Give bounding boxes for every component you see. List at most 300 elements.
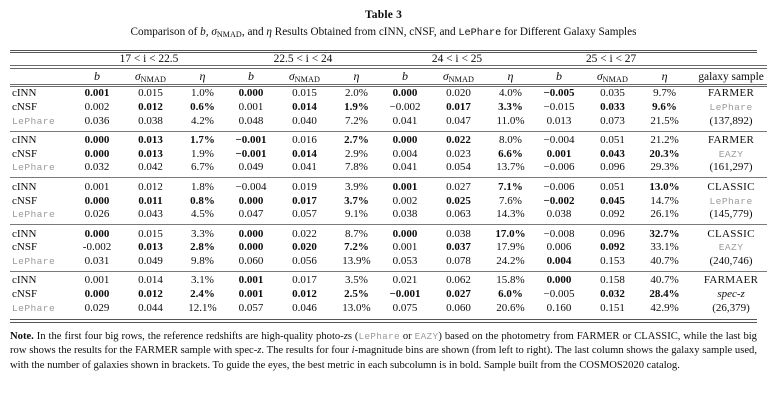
column-header-eta-4: [641, 69, 688, 84]
metric-cell: [380, 255, 430, 269]
metric-value: 26.1%: [650, 208, 679, 221]
metric-cell: [380, 302, 430, 316]
metric-value: 0.054: [446, 161, 471, 174]
metric-cell: [534, 228, 584, 242]
row-label-text: cINN: [12, 227, 37, 240]
metric-cell: [487, 148, 534, 162]
row-label-text: cNSF: [12, 100, 38, 113]
metric-value: 0.045: [600, 194, 625, 207]
metric-cell: [641, 228, 688, 242]
galaxy-sample-cell: [688, 161, 767, 175]
galaxy-sample-cell: [688, 101, 767, 115]
table-row: [10, 208, 767, 222]
header-symbol-sigma: σ: [288, 70, 295, 83]
row-label-cinn: [10, 228, 72, 242]
metric-value: 0.000: [84, 147, 110, 160]
note-s3: or: [399, 330, 415, 342]
metric-cell: [226, 208, 276, 222]
row-label-cinn: [10, 134, 72, 148]
metric-value: 14.7%: [650, 194, 679, 207]
galaxy-sample-text: CLASSIC: [707, 180, 755, 193]
metric-cell: [430, 148, 487, 162]
metric-cell: [276, 134, 333, 148]
metric-value: −0.004: [235, 180, 267, 193]
metric-cell: [122, 228, 179, 242]
metric-value: 0.020: [292, 241, 317, 254]
metric-value: 7.8%: [345, 161, 368, 174]
metric-cell: [72, 101, 122, 115]
group-header-bin-2: [226, 53, 380, 65]
metric-value: 0.013: [138, 134, 163, 147]
metric-value: 0.002: [392, 194, 418, 207]
metric-cell: [534, 302, 584, 316]
metric-cell: [430, 288, 487, 302]
metric-value: 21.5%: [650, 114, 679, 127]
metric-cell: [226, 148, 276, 162]
metric-value: 0.038: [392, 208, 418, 221]
metric-cell: [584, 101, 641, 115]
metric-value: 0.006: [546, 241, 572, 254]
table-row: [10, 241, 767, 255]
metric-cell: [430, 274, 487, 288]
metric-cell: [487, 302, 534, 316]
metric-value: 0.015: [138, 87, 163, 100]
galaxy-sample-cell: [688, 228, 767, 242]
metric-cell: [179, 148, 226, 162]
metric-cell: [276, 115, 333, 129]
metric-value: 33.1%: [650, 241, 679, 254]
metric-value: 0.001: [238, 288, 264, 301]
table-note: [10, 330, 757, 374]
metric-cell: [534, 255, 584, 269]
metric-cell: [487, 241, 534, 255]
metric-value: 0.001: [546, 147, 572, 160]
metric-cell: [122, 208, 179, 222]
table-row: [10, 195, 767, 209]
metric-cell: [380, 134, 430, 148]
metric-cell: [226, 87, 276, 101]
metric-value: −0.005: [543, 87, 575, 100]
metric-cell: [584, 161, 641, 175]
table-row: [10, 115, 767, 129]
column-header-b-1: [72, 69, 122, 84]
table-row: [10, 255, 767, 269]
metric-cell: [380, 161, 430, 175]
note-s1: In the first four big rows, the reference redshifts are high-quality photo-: [33, 330, 344, 342]
metric-value: 0.015: [292, 87, 317, 100]
metric-cell: [584, 181, 641, 195]
metric-cell: [584, 134, 641, 148]
galaxy-sample-cell: [688, 134, 767, 148]
metric-value: −0.001: [235, 147, 267, 160]
metric-cell: [534, 274, 584, 288]
metric-cell: [430, 181, 487, 195]
metric-cell: [380, 195, 430, 209]
metric-cell: [380, 115, 430, 129]
metric-value: 17.9%: [496, 241, 525, 254]
metric-cell: [122, 302, 179, 316]
metric-value: 0.022: [292, 227, 317, 240]
metric-value: 0.001: [84, 87, 110, 100]
metric-value: 0.040: [292, 114, 317, 127]
metric-cell: [179, 101, 226, 115]
header-symbol-sigma: σ: [597, 70, 603, 83]
metric-cell: [487, 101, 534, 115]
metric-value: 0.021: [392, 274, 418, 287]
metric-value: 0.041: [292, 161, 317, 174]
note-s4: ) based on the photometry from FARMER or CLASSIC, while the last big row shows the results for the FARMER sample with spec-: [10, 330, 757, 357]
note-s5: . The results for four: [261, 345, 352, 357]
metric-cell: [487, 274, 534, 288]
metric-cell: [584, 302, 641, 316]
metric-value: 1.9%: [191, 147, 214, 160]
galaxy-sample-cell: [688, 241, 767, 255]
metric-cell: [430, 115, 487, 129]
metric-value: 0.000: [84, 227, 110, 240]
metric-value: 2.8%: [190, 241, 215, 254]
metric-value: 0.038: [446, 227, 471, 240]
metric-cell: [487, 195, 534, 209]
metric-cell: [641, 255, 688, 269]
metric-cell: [226, 288, 276, 302]
column-header-galaxy-sample: galaxy sample: [698, 70, 764, 83]
metric-cell: [333, 208, 380, 222]
column-header-b-4: [534, 69, 584, 84]
metric-value: 40.7%: [650, 254, 679, 267]
metric-cell: [487, 208, 534, 222]
table-row: [10, 87, 767, 101]
metric-cell: [584, 87, 641, 101]
metric-value: 40.7%: [650, 274, 679, 287]
metric-cell: [226, 101, 276, 115]
metric-cell: [226, 181, 276, 195]
metric-value: 7.6%: [499, 194, 522, 207]
metric-value: 32.7%: [649, 227, 680, 240]
caption-lephare-label: LePhare: [458, 28, 502, 39]
row-label-text: LePhare: [12, 115, 56, 127]
metric-cell: [333, 274, 380, 288]
metric-value: 11.0%: [496, 114, 525, 127]
metric-cell: [276, 181, 333, 195]
block-rule: [10, 177, 767, 178]
row-label-text: cNSF: [12, 288, 38, 301]
metric-cell: [333, 87, 380, 101]
table-number-label: Table 3: [364, 9, 403, 21]
table-row: [10, 181, 767, 195]
metric-cell: [641, 87, 688, 101]
column-header-b-2: [226, 69, 276, 84]
column-header-eta-1: [179, 69, 226, 84]
metric-cell: [179, 302, 226, 316]
metric-cell: [534, 101, 584, 115]
galaxy-sample-text: (240,746): [709, 254, 753, 267]
metric-cell: [487, 228, 534, 242]
row-label-text: LePhare: [12, 302, 56, 314]
metric-value: 0.049: [138, 254, 163, 267]
block-rule: [10, 224, 767, 225]
metric-value: 0.051: [600, 134, 625, 147]
note-z1: z: [343, 330, 348, 342]
metric-cell: [179, 181, 226, 195]
metric-value: 0.029: [84, 301, 110, 314]
metric-cell: [333, 302, 380, 316]
group-label-text: 17 < i < 22.5: [119, 53, 179, 66]
metric-value: 3.9%: [345, 180, 368, 193]
caption-part-3: , and: [241, 26, 267, 38]
metric-value: 12.1%: [188, 301, 217, 314]
group-header-sample-spacer: [688, 53, 767, 65]
header-symbol-sigma-sub: NMAD: [294, 74, 321, 84]
caption-symbol-eta: η: [266, 26, 272, 38]
metric-value: 0.6%: [190, 100, 215, 113]
metric-cell: [179, 195, 226, 209]
block-rule: [10, 131, 767, 132]
row-label-text: LePhare: [12, 255, 56, 267]
metric-value: 0.043: [600, 147, 625, 160]
row-label-cinn: [10, 181, 72, 195]
metric-cell: [430, 87, 487, 101]
metric-cell: [72, 134, 122, 148]
metric-value: 0.000: [392, 227, 418, 240]
metric-value: -0.002: [82, 241, 112, 254]
metric-value: 0.001: [84, 180, 110, 193]
metric-cell: [584, 195, 641, 209]
header-symbol-eta: η: [661, 68, 668, 83]
metric-value: 0.016: [292, 134, 317, 147]
column-header-eta-2: [333, 69, 380, 84]
metric-cell: [122, 148, 179, 162]
metric-value: 0.027: [446, 180, 471, 193]
metric-value: 0.057: [292, 208, 317, 221]
metric-cell: [584, 208, 641, 222]
metric-cell: [430, 195, 487, 209]
galaxy-sample-text: FARMER: [707, 134, 755, 147]
metric-value: 0.011: [138, 194, 163, 207]
metric-value: 0.012: [292, 288, 317, 301]
galaxy-sample-text: FARMAER: [703, 274, 759, 287]
group-header-bin-1: [72, 53, 226, 65]
metric-value: 0.001: [84, 274, 110, 287]
row-label-text: cINN: [12, 87, 37, 100]
metric-cell: [487, 255, 534, 269]
metric-value: 0.038: [546, 208, 572, 221]
metric-cell: [122, 87, 179, 101]
metric-cell: [641, 101, 688, 115]
metric-value: 0.037: [446, 241, 471, 254]
group-header-spacer: [10, 53, 72, 65]
metric-value: 2.0%: [345, 87, 368, 100]
metric-value: 14.3%: [496, 208, 525, 221]
metric-value: 2.4%: [190, 288, 215, 301]
metric-cell: [226, 134, 276, 148]
galaxy-sample-cell: [688, 195, 767, 209]
metric-cell: [641, 241, 688, 255]
metric-value: 0.160: [546, 301, 572, 314]
metric-value: 24.2%: [496, 254, 525, 267]
metric-value: 0.151: [600, 301, 625, 314]
metric-cell: [584, 274, 641, 288]
metric-value: 21.2%: [650, 134, 679, 147]
galaxy-sample-text: (145,779): [709, 208, 753, 221]
metric-value: 0.047: [238, 208, 264, 221]
metric-value: 0.041: [392, 114, 418, 127]
metric-cell: [276, 101, 333, 115]
metric-value: 0.000: [392, 87, 418, 100]
metric-cell: [179, 115, 226, 129]
metric-value: 0.092: [600, 208, 625, 221]
metric-value: 1.8%: [191, 180, 214, 193]
metric-value: 0.014: [138, 274, 163, 287]
metric-value: 0.017: [292, 274, 317, 287]
metric-value: −0.001: [389, 288, 421, 301]
galaxy-sample-text: LePhare: [709, 195, 753, 207]
metric-cell: [534, 115, 584, 129]
metric-value: 0.004: [392, 147, 418, 160]
table-row: [10, 228, 767, 242]
metric-value: 0.015: [138, 227, 163, 240]
metric-value: 7.1%: [498, 180, 523, 193]
metric-value: 7.2%: [345, 114, 368, 127]
galaxy-sample-cell: [688, 148, 767, 162]
header-symbol-sigma-sub: NMAD: [140, 74, 167, 84]
metric-cell: [333, 148, 380, 162]
metric-cell: [380, 241, 430, 255]
metric-cell: [122, 115, 179, 129]
note-s2: s (: [347, 330, 359, 342]
metric-cell: [534, 148, 584, 162]
galaxy-sample-cell: [688, 274, 767, 288]
metric-value: 0.026: [84, 208, 110, 221]
table-row: [10, 148, 767, 162]
group-header-bin-4: [534, 53, 688, 65]
metric-cell: [430, 208, 487, 222]
metric-value: 0.035: [600, 87, 625, 100]
metric-cell: [179, 134, 226, 148]
metric-cell: [641, 302, 688, 316]
metric-cell: [226, 255, 276, 269]
metric-cell: [226, 302, 276, 316]
galaxy-sample-cell: [688, 288, 767, 302]
row-label-lephare: [10, 161, 72, 175]
metric-cell: [179, 87, 226, 101]
metric-value: 0.056: [292, 254, 317, 267]
galaxy-sample-text: (161,297): [709, 161, 753, 174]
metric-value: 0.019: [292, 180, 317, 193]
metric-cell: [333, 181, 380, 195]
metric-cell: [534, 161, 584, 175]
header-symbol-sigma: σ: [442, 70, 449, 83]
metric-cell: [276, 87, 333, 101]
row-label-cinn: [10, 274, 72, 288]
metric-cell: [430, 134, 487, 148]
metric-cell: [122, 255, 179, 269]
metric-cell: [430, 161, 487, 175]
galaxy-sample-cell: [688, 208, 767, 222]
metric-value: 0.012: [138, 100, 163, 113]
metric-value: 17.0%: [495, 227, 526, 240]
metric-value: 0.049: [238, 161, 264, 174]
metric-cell: [641, 115, 688, 129]
metric-value: 0.001: [392, 241, 418, 254]
metric-value: 0.013: [138, 241, 163, 254]
metric-cell: [333, 115, 380, 129]
metric-value: 7.2%: [344, 241, 369, 254]
galaxy-sample-cell: [688, 302, 767, 316]
row-label-cnsf: [10, 195, 72, 209]
metric-value: −0.001: [235, 134, 267, 147]
row-label-text: cINN: [12, 180, 37, 193]
header-symbol-b: b: [402, 68, 408, 83]
caption-symbol-sigma: σ: [211, 26, 217, 38]
note-lephare: LePhare: [358, 330, 400, 342]
metric-cell: [430, 228, 487, 242]
metric-value: 15.8%: [496, 274, 525, 287]
row-label-text: cNSF: [12, 241, 38, 254]
metric-cell: [534, 288, 584, 302]
metric-value: 0.000: [238, 87, 264, 100]
metric-value: 4.2%: [191, 114, 214, 127]
metric-cell: [276, 255, 333, 269]
metric-cell: [333, 288, 380, 302]
metric-cell: [276, 228, 333, 242]
metric-value: 0.041: [392, 161, 418, 174]
galaxy-sample-cell: [688, 181, 767, 195]
metric-cell: [72, 148, 122, 162]
metric-value: −0.008: [543, 227, 575, 240]
title-block: [10, 8, 757, 43]
metric-value: 0.000: [84, 134, 110, 147]
metric-value: 0.060: [446, 301, 471, 314]
metric-value: −0.002: [543, 194, 575, 207]
metric-cell: [380, 101, 430, 115]
metric-value: 0.013: [546, 114, 572, 127]
row-label-text: cINN: [12, 134, 37, 147]
metric-value: 0.000: [84, 194, 110, 207]
metric-value: 6.7%: [191, 161, 214, 174]
metric-value: 0.043: [138, 208, 163, 221]
metric-value: 0.023: [446, 147, 471, 160]
metric-cell: [333, 101, 380, 115]
metric-cell: [430, 255, 487, 269]
group-label-text: 22.5 < i < 24: [273, 53, 333, 66]
metric-cell: [380, 87, 430, 101]
caption-part-1: Comparison of: [130, 26, 201, 38]
metric-value: 0.002: [84, 100, 110, 113]
metric-cell: [72, 208, 122, 222]
metric-cell: [226, 241, 276, 255]
table-row: [10, 101, 767, 115]
header-symbol-sigma-sub: NMAD: [602, 74, 629, 84]
galaxy-sample-cell: [688, 255, 767, 269]
metric-cell: [226, 274, 276, 288]
metric-value: 0.053: [392, 254, 418, 267]
results-table: [10, 53, 767, 315]
metric-value: 0.000: [84, 288, 110, 301]
row-label-lephare: [10, 302, 72, 316]
metric-cell: [276, 161, 333, 175]
metric-cell: [380, 181, 430, 195]
metric-value: 0.096: [600, 227, 625, 240]
metric-value: 0.004: [546, 254, 572, 267]
metric-cell: [122, 241, 179, 255]
metric-value: 3.5%: [345, 274, 368, 287]
metric-value: 1.9%: [344, 100, 369, 113]
column-header-nmad-2: [276, 69, 333, 84]
metric-cell: [276, 241, 333, 255]
metric-value: 0.032: [600, 288, 625, 301]
metric-cell: [122, 181, 179, 195]
metric-cell: [72, 241, 122, 255]
